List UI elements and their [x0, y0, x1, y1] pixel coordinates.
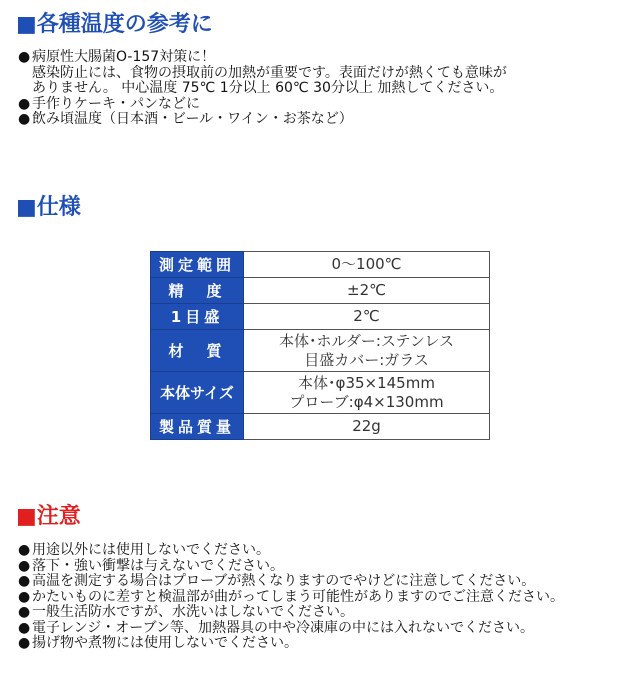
list-item-text: 揚げ物や煮物には使用しないでください。 — [32, 635, 298, 651]
spec-value-line: 本体･φ35×145mm — [298, 373, 435, 392]
temperature-reference-list — [18, 50, 507, 128]
table-row — [151, 278, 490, 304]
specification-table — [150, 251, 490, 440]
bullet-icon: ● — [18, 49, 31, 65]
table-row — [151, 330, 490, 372]
table-row — [151, 252, 490, 278]
list-item — [18, 621, 564, 637]
list-item-text: かたいものに差すと検温部が曲がってしまう可能性がありますのでご注意ください。 — [32, 588, 564, 605]
list-item — [18, 605, 564, 621]
list-item — [18, 112, 507, 128]
list-item — [18, 559, 564, 575]
caution-heading: ■注意 — [16, 504, 81, 529]
spec-value — [244, 372, 490, 414]
specification-heading: ■仕様 — [16, 195, 81, 220]
caution-list — [18, 543, 564, 652]
list-item-text: 高温を測定する場合はプローブが熱くなりますのでやけどに注意してください。 — [32, 573, 536, 589]
list-item — [18, 50, 507, 97]
bullet-icon: ● — [18, 619, 31, 636]
spec-value-line: 目盛カバー:ガラス — [304, 350, 429, 369]
spec-value-line: 本体･ホルダー:ステンレス — [278, 331, 455, 350]
bullet-icon: ● — [18, 588, 31, 605]
bullet-icon: ● — [18, 604, 31, 620]
bullet-icon: ● — [18, 542, 31, 558]
spec-value: 0～100℃ — [244, 252, 490, 278]
list-item — [18, 543, 564, 559]
spec-value: 22g — [244, 414, 490, 440]
list-item-text: 落下・強い衝撃は与えないでください。 — [32, 557, 284, 574]
spec-value-line: プローブ:φ4×130mm — [289, 392, 444, 411]
list-item-text: 病原性大腸菌O-157対策に！ — [32, 49, 216, 65]
list-item-text: 飲み頃温度（日本酒・ビール・ワイン・お茶など） — [32, 111, 353, 127]
list-item-text: 電子レンジ・オーブン等、加熱器具の中や冷凍庫の中には入れないでください。 — [32, 619, 535, 636]
list-item — [18, 97, 507, 113]
table-row — [151, 304, 490, 330]
spec-label: 製品質量 — [151, 414, 244, 440]
spec-value — [244, 330, 490, 372]
list-item — [18, 636, 564, 652]
spec-value: ±2℃ — [244, 278, 490, 304]
bullet-icon: ● — [18, 635, 31, 651]
bullet-icon: ● — [18, 573, 31, 589]
list-item-text: 一般生活防水ですが、水洗いはしないでください。 — [32, 604, 354, 620]
bullet-icon: ● — [18, 111, 31, 127]
bullet-icon: ● — [18, 557, 31, 574]
bullet-icon: ● — [18, 95, 31, 112]
table-row — [151, 414, 490, 440]
spec-label: 本体サイズ — [151, 372, 244, 414]
list-item-text: 用途以外には使用しないでください。 — [32, 542, 270, 558]
list-item — [18, 574, 564, 590]
list-item — [18, 590, 564, 606]
spec-label: 測定範囲 — [151, 252, 244, 278]
spec-label: 材 質 — [151, 330, 244, 372]
list-item-text: ありません。 中心温度 75℃ 1分以上 60℃ 30分以上 加熱してください。 — [32, 80, 504, 96]
list-item-text: 感染防止には、食物の摂取前の加熱が重要です。表面だけが熱くても意味が — [32, 64, 507, 81]
spec-value: 2℃ — [244, 304, 490, 330]
table-row — [151, 372, 490, 414]
spec-label: 精 度 — [151, 278, 244, 304]
list-item-text: 手作りケーキ・パンなどに — [32, 95, 200, 112]
spec-label: 1目盛 — [151, 304, 244, 330]
temperature-reference-heading: ■各種温度の参考に — [16, 12, 213, 37]
